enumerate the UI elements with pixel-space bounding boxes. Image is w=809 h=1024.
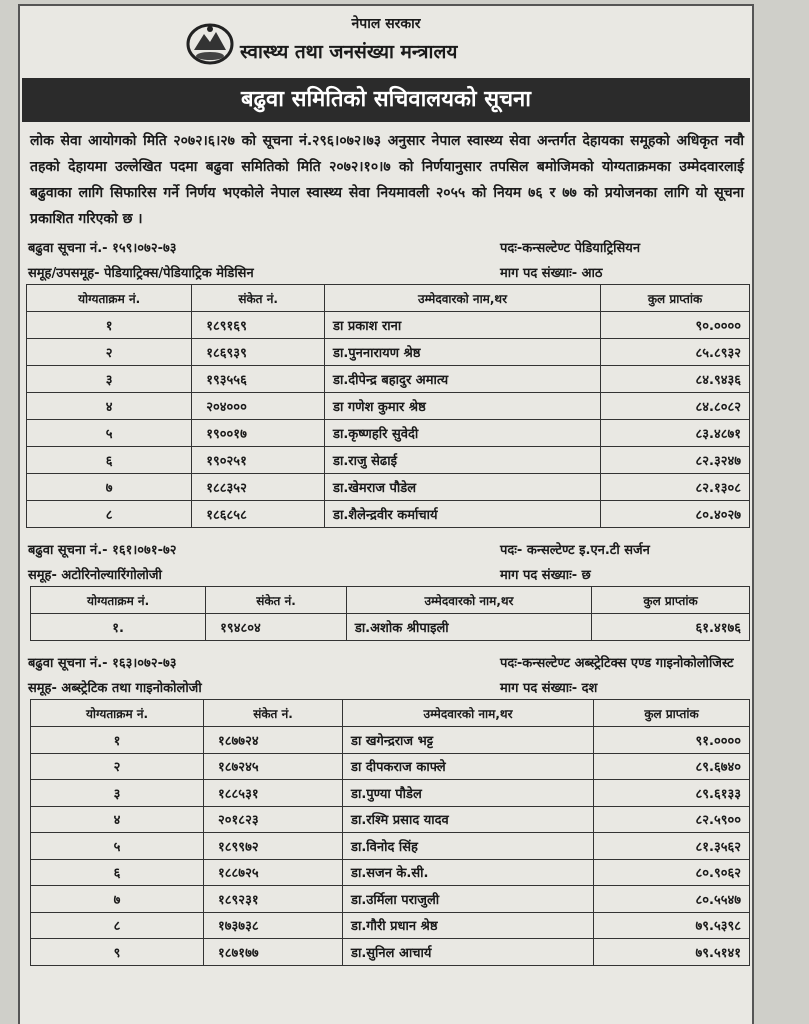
table-row xyxy=(27,474,750,501)
notice-page xyxy=(18,4,754,1024)
score-cell: ८२.३२४७ xyxy=(601,447,750,474)
group-name: समूह- अटोरिनोल्यारिंगोलोजी xyxy=(28,568,162,583)
table-row xyxy=(31,727,750,754)
score-cell: ८२.५९०० xyxy=(594,806,750,833)
name-cell: डा.दीपेन्द्र बहादुर अमात्य xyxy=(325,366,601,393)
score-cell: ७९.५३९८ xyxy=(594,912,750,939)
rank-cell: २ xyxy=(31,753,204,780)
table-row xyxy=(27,339,750,366)
score-cell: ८२.१३०८ xyxy=(601,474,750,501)
table-row xyxy=(27,312,750,339)
score-cell: ८९.६१३३ xyxy=(594,780,750,807)
code-cell: १७३७३८ xyxy=(204,912,343,939)
code-cell: १८९९७२ xyxy=(204,833,343,860)
code-cell: १८८५३१ xyxy=(204,780,343,807)
code-header: संकेत नं. xyxy=(204,700,343,727)
rank-header: योग्यताक्रम नं. xyxy=(31,587,206,614)
score-cell: ८४.९४३६ xyxy=(601,366,750,393)
table-row xyxy=(27,420,750,447)
score-cell: ७९.५१४१ xyxy=(594,939,750,966)
section-3-group-line xyxy=(20,674,752,699)
table-row xyxy=(31,753,750,780)
section-3-notice-line xyxy=(20,649,752,674)
table-row xyxy=(31,859,750,886)
score-cell: ९०.०००० xyxy=(601,312,750,339)
name-cell: डा.रश्मि प्रसाद यादव xyxy=(343,806,594,833)
rank-cell: ३ xyxy=(31,780,204,807)
notice-title-banner: बढुवा समितिको सचिवालयको सूचना xyxy=(22,78,750,122)
rank-cell: ७ xyxy=(31,886,204,913)
rank-cell: ९ xyxy=(31,939,204,966)
rank-cell: ८ xyxy=(27,501,192,528)
table-row xyxy=(31,780,750,807)
name-cell: डा.कृष्णहरि सुवेदी xyxy=(325,420,601,447)
candidate-table xyxy=(30,586,750,641)
rank-cell: ५ xyxy=(27,420,192,447)
score-header: कुल प्राप्तांक xyxy=(601,285,750,312)
score-cell: ९१.०००० xyxy=(594,727,750,754)
post-name: पदः-कन्सल्टेण्ट पेडियाट्रिसियन xyxy=(500,241,641,256)
name-header: उम्मेदवारको नाम,थर xyxy=(343,700,594,727)
section-2-group-line xyxy=(20,561,752,586)
name-cell: डा.शैलेन्द्रवीर कर्माचार्य xyxy=(325,501,601,528)
name-cell: डा प्रकाश राना xyxy=(325,312,601,339)
code-cell: १९००१७ xyxy=(192,420,325,447)
name-cell: डा.सुनिल आचार्य xyxy=(343,939,594,966)
notice-header xyxy=(20,6,752,78)
table-row xyxy=(31,833,750,860)
table-row xyxy=(31,614,750,641)
name-cell: डा.पुण्या पौडेल xyxy=(343,780,594,807)
score-cell: ८०.४०२७ xyxy=(601,501,750,528)
code-header: संकेत नं. xyxy=(206,587,347,614)
code-cell: १९४८०४ xyxy=(206,614,347,641)
score-cell: ८४.८०८२ xyxy=(601,393,750,420)
table-row xyxy=(31,912,750,939)
score-cell: ६१.४१७६ xyxy=(592,614,750,641)
score-cell: ८५.८९३२ xyxy=(601,339,750,366)
rank-cell: ६ xyxy=(27,447,192,474)
rank-cell: १ xyxy=(27,312,192,339)
table-row xyxy=(27,366,750,393)
rank-cell: १. xyxy=(31,614,206,641)
table-header-row xyxy=(31,700,750,727)
candidate-table xyxy=(26,284,750,528)
group-name: समूह- अब्स्ट्रेटिक तथा गाइनोकोलोजी xyxy=(28,681,202,696)
code-cell: १८६९३९ xyxy=(192,339,325,366)
group-name: समूह/उपसमूह- पेडियाट्रिक्स/पेडियाट्रिक मेडिसिन xyxy=(28,266,254,281)
rank-cell: ६ xyxy=(31,859,204,886)
score-cell: ८३.४८७१ xyxy=(601,420,750,447)
name-header: उम्मेदवारको नाम,थर xyxy=(346,587,591,614)
post-name: पदः- कन्सल्टेण्ट इ.एन.टी सर्जन xyxy=(500,543,650,558)
rank-cell: १ xyxy=(31,727,204,754)
government-label: नेपाल सरकार xyxy=(351,16,421,32)
code-cell: १८८७२५ xyxy=(204,859,343,886)
table-header-row xyxy=(31,587,750,614)
intro-paragraph: लोक सेवा आयोगको मिति २०७२।६।२७ को सूचना नं.२९६।०७२।७३ अनुसार नेपाल स्वास्थ्य सेवा अन्तर्गत देहायका समूहको अधिकृत नवौ तहको देहायमा उल्लेखित पदमा बढुवा समितिको मिति २०७२।१०।७ को निर्णयानुसार तपसिल बमोजिमको योग्यताक्रमका उम्मेदवारलाई बढुवाका लागि सिफारिस गर्ने निर्णय भएकोले नेपाल स्वास्थ्य सेवा नियमावली २०५५ को नियम ७६ र ७७ को प्रयोजनका लागि यो सूचना प्रकाशित गरिएको छ । xyxy=(30,133,744,227)
table-row xyxy=(31,939,750,966)
name-cell: डा.सजन के.सी. xyxy=(343,859,594,886)
code-cell: १९०२५१ xyxy=(192,447,325,474)
rank-cell: ७ xyxy=(27,474,192,501)
code-cell: १८९२३१ xyxy=(204,886,343,913)
notice-number: बढुवा सूचना नं.- १५९।०७२-७३ xyxy=(28,241,177,256)
code-header: संकेत नं. xyxy=(192,285,325,312)
name-cell: डा.अशोक श्रीपाइली xyxy=(346,614,591,641)
code-cell: १९३५५६ xyxy=(192,366,325,393)
name-cell: डा.खेमराज पौडेल xyxy=(325,474,601,501)
rank-cell: ४ xyxy=(27,393,192,420)
code-cell: २०१८२३ xyxy=(204,806,343,833)
rank-cell: ४ xyxy=(31,806,204,833)
code-cell: १८८३५२ xyxy=(192,474,325,501)
candidate-table xyxy=(30,699,750,966)
rank-cell: ८ xyxy=(31,912,204,939)
score-cell: ८०.५५४७ xyxy=(594,886,750,913)
score-header: कुल प्राप्तांक xyxy=(594,700,750,727)
table-row xyxy=(27,447,750,474)
name-cell: डा.विनोद सिंह xyxy=(343,833,594,860)
table-header-row xyxy=(27,285,750,312)
notice-number: बढुवा सूचना नं.- १६३।०७२-७३ xyxy=(28,656,177,671)
rank-cell: २ xyxy=(27,339,192,366)
rank-cell: ३ xyxy=(27,366,192,393)
rank-header: योग्यताक्रम नं. xyxy=(31,700,204,727)
code-cell: १८७१७७ xyxy=(204,939,343,966)
name-cell: डा.गौरी प्रधान श्रेष्ठ xyxy=(343,912,594,939)
section-1-group-line xyxy=(20,259,752,284)
code-cell: १८७२४५ xyxy=(204,753,343,780)
ministry-title: स्वास्थ्य तथा जनसंख्या मन्त्रालय xyxy=(240,41,458,63)
name-cell: डा.राजु सेढाई xyxy=(325,447,601,474)
name-cell: डा.उर्मिला पराजुली xyxy=(343,886,594,913)
section-1-notice-line xyxy=(20,234,752,259)
demand-count: माग पद संख्याः- आठ xyxy=(500,266,603,281)
notice-number: बढुवा सूचना नं.- १६१।०७१-७२ xyxy=(28,543,177,558)
name-cell: डा खगेन्द्रराज भट्ट xyxy=(343,727,594,754)
name-cell: डा गणेश कुमार श्रेष्ठ xyxy=(325,393,601,420)
table-row xyxy=(27,393,750,420)
name-cell: डा दीपकराज काफ्ले xyxy=(343,753,594,780)
post-name: पदः-कन्सल्टेण्ट अब्स्ट्रेटिक्स एण्ड गाइनोकोलोजिस्ट xyxy=(500,656,734,671)
name-cell: डा.पुननारायण श्रेष्ठ xyxy=(325,339,601,366)
table-row xyxy=(31,806,750,833)
code-cell: १८६८५८ xyxy=(192,501,325,528)
demand-count: माग पद संख्याः- दश xyxy=(500,681,598,696)
rank-cell: ५ xyxy=(31,833,204,860)
table-row xyxy=(27,501,750,528)
score-cell: ८०.९०६२ xyxy=(594,859,750,886)
score-cell: ८१.३५६२ xyxy=(594,833,750,860)
table-row xyxy=(31,886,750,913)
score-cell: ८९.६७४० xyxy=(594,753,750,780)
section-2-notice-line xyxy=(20,536,752,561)
code-cell: २०४००० xyxy=(192,393,325,420)
code-cell: १८७७२४ xyxy=(204,727,343,754)
name-header: उम्मेदवारको नाम,थर xyxy=(325,285,601,312)
score-header: कुल प्राप्तांक xyxy=(592,587,750,614)
code-cell: १८९१६९ xyxy=(192,312,325,339)
demand-count: माग पद संख्याः- छ xyxy=(500,568,591,583)
rank-header: योग्यताक्रम नं. xyxy=(27,285,192,312)
